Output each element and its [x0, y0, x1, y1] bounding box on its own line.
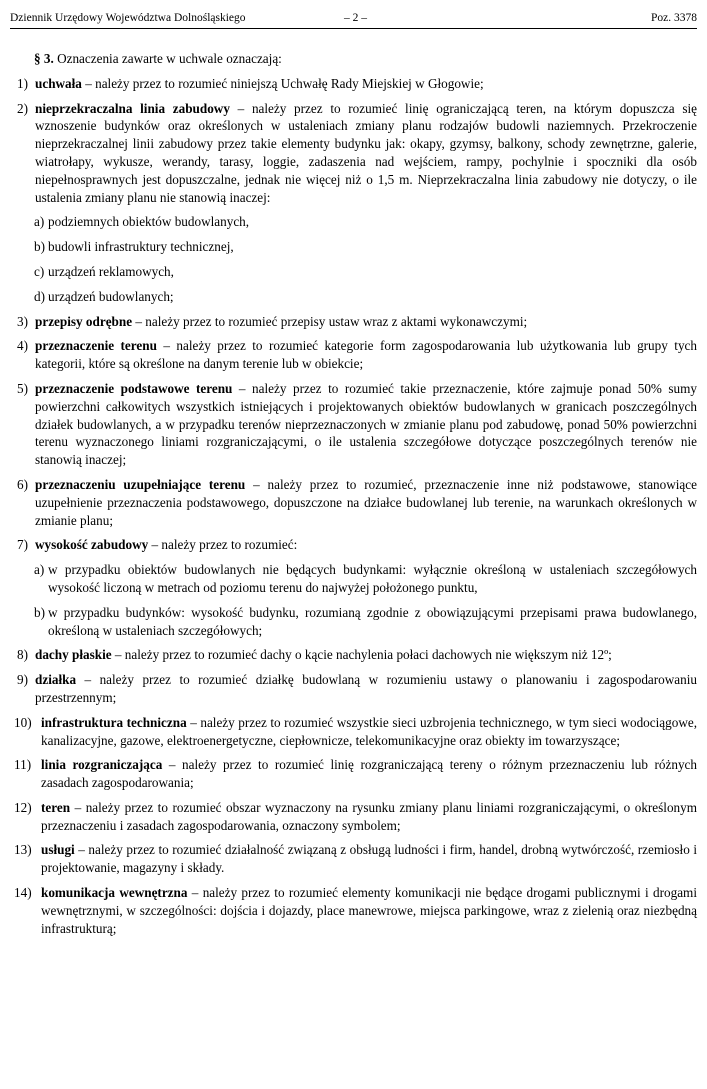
sub-item-text: podziemnych obiektów budowlanych,: [48, 214, 250, 230]
definition-item: [17, 337, 697, 373]
definition-item: [14, 756, 697, 792]
item-term: wysokość zabudowy: [35, 537, 149, 553]
sub-item: [20, 288, 697, 306]
page-header: [10, 8, 697, 29]
item-number: 7): [17, 537, 28, 553]
item-text: – należy przez to rozumieć:: [148, 537, 298, 553]
item-text: – należy przez to rozumieć linię rozgraniczającą tereny o różnym przeznaczeniu lub różnych zasadach zagospodarowania;: [41, 757, 697, 791]
item-text: – należy przez to rozumieć, przeznaczenie inne niż podstawowe, stanowiące uzupełnienie przeznaczenia podstawowego, dopuszczone na działce budowlanej lub terenie, na warunkach określonych w zmianie planu;: [35, 476, 697, 528]
item-term: usługi: [41, 842, 75, 858]
definition-item: [14, 884, 697, 937]
sub-item-text: urządzeń reklamowych,: [48, 263, 174, 279]
item-number: 4): [17, 338, 28, 354]
item-term: przeznaczenie terenu: [35, 338, 157, 354]
definition-item: [17, 536, 697, 554]
sub-item-text: budowli infrastruktury technicznej,: [48, 239, 234, 255]
item-term: teren: [41, 799, 71, 815]
definition-item: [17, 671, 697, 707]
definition-item: [17, 100, 697, 207]
item-text: – należy przez to rozumieć działkę budowlaną w rozumieniu ustawy o planowaniu i zagospodarowaniu przestrzennym;: [35, 672, 697, 705]
position-number: Poz. 3378: [651, 12, 697, 24]
item-term: nieprzekraczalna linia zabudowy: [35, 100, 230, 116]
item-text: – należy przez to rozumieć dachy o kącie nachylenia połaci dachowych nie większym niż 12º;: [111, 647, 612, 663]
item-number: 2): [17, 100, 28, 116]
page-number: – 2 –: [344, 12, 367, 24]
item-term: infrastruktura techniczna: [41, 714, 187, 730]
item-text: – należy przez to rozumieć przepisy ustaw wraz z aktami wykonawczymi;: [132, 313, 528, 329]
item-number: 8): [17, 647, 28, 663]
item-text: – należy przez to rozumieć linię ograniczającą teren, na którym dopuszcza się wznoszenie budynków oraz określonych w ustaleniach zmiany planu rodzajów budowli naziemnych. Przekroczenie nieprzekraczalnej linii zabudowy przez takie elementy budynku jak: okapy, gzymsy, balkony, schody zewnętrzne, galerie, wiatrołapy, wykusze, werandy, tarasy, loggie, zadaszenia nad wejściem, rampy, pochylnie i spoczniki dla osób niepełnosprawnych jest dopuszczalne, jednak nie więcej niż o 1,5 m. Nieprzekraczalna linia zabudowy nie dotyczy, o ile ustalenia zmiany planu nie stanowią inaczej:: [35, 100, 697, 205]
item-text: – należy przez to rozumieć elementy komunikacji nie będące drogami publicznymi i drogami wewnętrznymi, w szczególności: dojścia i dojazdy, place manewrowe, miejsca parkingowe, wraz z zielenią oraz niezbędną infrastrukturą;: [41, 885, 697, 936]
item-number: 6): [17, 476, 28, 492]
section-label: § 3.: [34, 51, 54, 66]
item-text: – należy przez to rozumieć niniejszą Uchwałę Rady Miejskiej w Głogowie;: [81, 75, 484, 91]
journal-title: Dziennik Urzędowy Województwa Dolnośląskiego: [10, 12, 246, 24]
sub-item-text: w przypadku obiektów budowlanych nie będących budynkami: wyłącznie określoną w ustaleniach szczegółowych wysokość liczoną w metrach od poziomu terenu do najwyżej położonego punktu,: [48, 562, 697, 595]
sub-item: [20, 604, 697, 640]
item-term: przeznaczeniu uzupełniające terenu: [35, 476, 246, 492]
item-term: przepisy odrębne: [35, 313, 133, 329]
definition-item: [17, 380, 697, 469]
item-number: 3): [17, 313, 28, 329]
item-number: 1): [17, 75, 28, 91]
item-number: 13): [14, 842, 32, 858]
item-term: dachy płaskie: [35, 647, 112, 663]
item-text: – należy przez to rozumieć obszar wyznaczony na rysunku zmiany planu liniami rozgraniczającymi, o określonym przeznaczeniu i zasadach zagospodarowania, oznaczony symbolem;: [41, 799, 697, 833]
item-term: działka: [35, 672, 77, 688]
definition-item: [14, 841, 697, 877]
sub-item-letter: b): [34, 604, 45, 620]
item-number: 14): [14, 885, 32, 901]
sub-item-letter: a): [34, 562, 45, 578]
item-number: 10): [14, 714, 32, 730]
sub-item-text: urządzeń budowlanych;: [48, 288, 174, 304]
item-term: komunikacja wewnętrzna: [41, 885, 188, 901]
item-text: – należy przez to rozumieć działalność związaną z obsługą ludności i firm, handel, drobną wytwórczość, rzemiosło i projektowanie, magazyny i składy.: [41, 842, 697, 876]
definition-item: [17, 75, 697, 93]
item-number: 9): [17, 672, 28, 688]
sub-item-letter: b): [34, 239, 45, 255]
item-term: linia rozgraniczająca: [41, 757, 163, 773]
definition-item: [17, 313, 697, 331]
item-number: 11): [14, 757, 32, 773]
item-term: przeznaczenie podstawowe terenu: [35, 380, 233, 396]
sub-item: [20, 263, 697, 281]
item-text: – należy przez to rozumieć takie przeznaczenie, które zajmuje ponad 50% sumy powierzchni całkowitych wszystkich istniejących i projektowanych obiektów budowlanych w granicach poszczególnych działek budowlanych, a w przypadku terenów nieprzeznaczonych w zmianie planu pod zabudowę, ponad 50% powierzchni terenu wyznaczonego liniami rozgraniczającymi, o ile ustalenia szczegółowe dotyczące poszczególnych terenów nie stanowią inaczej;: [35, 380, 697, 468]
sub-item-letter: d): [34, 288, 45, 304]
definition-item: [17, 476, 697, 529]
item-number: 12): [14, 799, 32, 815]
definition-item: [17, 646, 697, 664]
item-text: – należy przez to rozumieć wszystkie sieci uzbrojenia technicznego, w tym sieci wodociągowe, kanalizacyjne, gazowe, elektroenergetyczne, ciepłownicze, telekomunikacyjne oraz obiekty im towarzyszące;: [41, 714, 697, 748]
sub-item: [20, 213, 697, 231]
sub-item-text: w przypadku budynków: wysokość budynku, rozumianą zgodnie z obowiązującymi przepisami prawa budowlanego, określoną w ustaleniach szczegółowych;: [48, 604, 697, 638]
sub-item: [20, 561, 697, 597]
section-heading: [20, 50, 697, 68]
item-term: uchwała: [35, 75, 82, 91]
sub-item-letter: c): [34, 263, 45, 279]
sub-item: [20, 238, 697, 256]
document-body: [14, 50, 697, 944]
item-number: 5): [17, 380, 28, 396]
definition-item: [14, 714, 697, 750]
sub-item-letter: a): [34, 214, 45, 230]
section-text: Oznaczenia zawarte w uchwale oznaczają:: [57, 51, 282, 66]
definition-item: [14, 799, 697, 835]
item-text: – należy przez to rozumieć kategorie form zagospodarowania lub użytkowania lub grupy tych kategorii, które są określone na danym terenie lub w obiekcie;: [35, 338, 697, 372]
